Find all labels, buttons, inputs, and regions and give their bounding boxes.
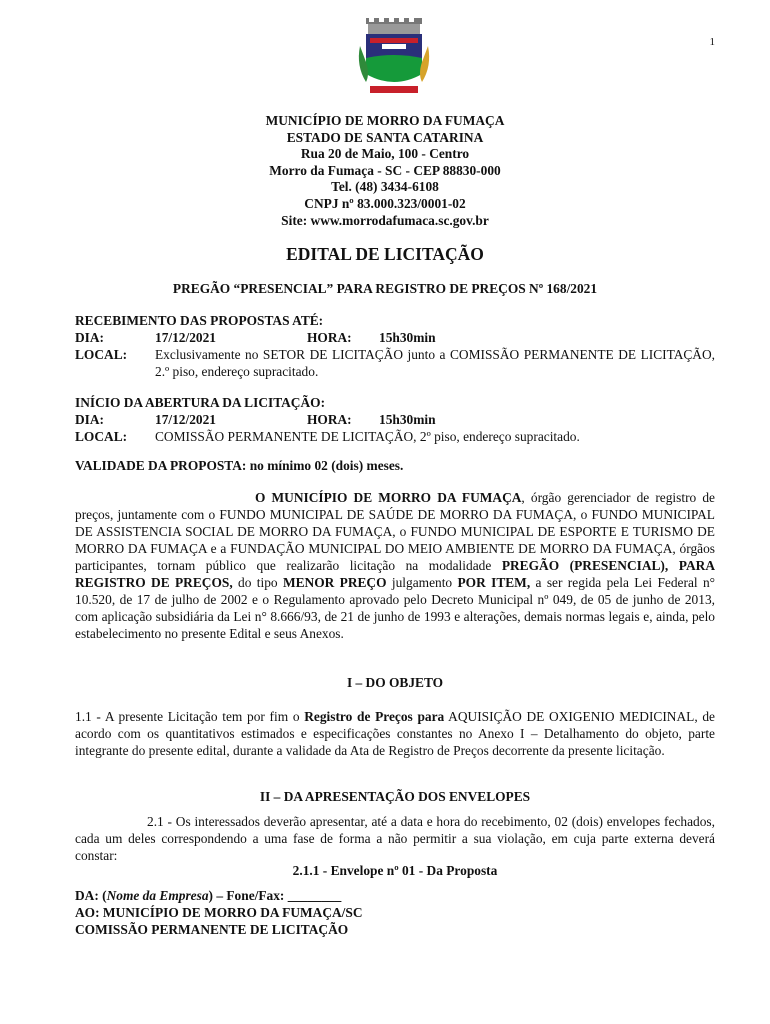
opening-local-label: LOCAL: <box>75 429 128 444</box>
receipt-day-value: 17/12/2021 <box>155 330 217 345</box>
opening-hour-value: 15h30min <box>379 412 436 427</box>
receipt-hour-label: HORA: <box>307 330 352 345</box>
section-1-bold: Registro de Preços para <box>304 709 445 724</box>
from-line <box>75 887 715 904</box>
validity-line <box>75 457 715 474</box>
header-line: Morro da Fumaça - SC - CEP 88830-000 <box>269 162 501 178</box>
envelope-heading: 2.1.1 - Envelope nº 01 - Da Proposta <box>292 863 498 878</box>
header-line: ESTADO DE SANTA CATARINA <box>286 129 484 145</box>
header-line: MUNICÍPIO DE MORRO DA FUMAÇA <box>265 113 505 128</box>
opening-section <box>75 394 715 445</box>
opening-day-label: DIA: <box>75 412 105 427</box>
receipt-section <box>75 312 715 380</box>
envelope-address <box>75 887 715 938</box>
section-2-paragraph <box>75 813 715 864</box>
document-subtitle: PREGÃO “PRESENCIAL” PARA REGISTRO DE PREÇOS Nº 168/2021 <box>172 281 598 296</box>
receipt-heading: RECEBIMENTO DAS PROPOSTAS ATÉ: <box>75 313 324 328</box>
opening-day-value: 17/12/2021 <box>155 412 217 427</box>
to-line: AO: MUNICÍPIO DE MORRO DA FUMAÇA/SC <box>75 905 363 920</box>
intro-judgment: POR ITEM, <box>457 575 531 590</box>
section-1-heading: I – DO OBJETO <box>346 675 444 690</box>
intro-text: a ser regida pela Lei Federal n° 10.520, de 17 de julho de 2002 e o Regulamento aprovado pelo Decreto Municipal nº 049, de 05 de junho de 2013, com aplicação subsidiária da Lei n° 8.666/93, de 21 de junho de 1993 e alterações, demais normas legais e, ainda, pelo estabelecimento no presente Edital e seus Anexos. <box>75 575 716 641</box>
header-line: Tel. (48) 3434-6108 <box>331 179 439 195</box>
company-name-placeholder: Nome da Empresa <box>106 888 209 903</box>
validity-label: VALIDADE DA PROPOSTA <box>75 458 242 473</box>
receipt-hour-value: 15h30min <box>379 330 436 345</box>
from-suffix: ) – Fone/Fax: ________ <box>208 888 342 903</box>
intro-type: MENOR PREÇO <box>282 575 387 590</box>
opening-hour-label: HORA: <box>307 412 352 427</box>
section-1-text: AQUISIÇÃO DE OXIGENIO MEDICINAL, de acordo com os quantitativos estimados e especificações constantes no Anexo I – Detalhamento do objeto, parte integrante do presente edital, durante a validade da Ata de Registro de Preços decorrente da presente licitação. <box>75 709 715 758</box>
section-2-heading: II – DA APRESENTAÇÃO DOS ENVELOPES <box>259 789 531 804</box>
intro-text: julgamento <box>386 575 458 590</box>
intro-text: , órgão gerenciador de registro de preços, juntamente com o FUNDO MUNICIPAL DE SAÚDE DE MORRO DA FUMAÇA, o FUNDO MUNICIPAL DE ASSISTENCIA SOCIAL DE MORRO DA FUMAÇA, o FUNDO MUNICIPAL DE ESPORTE E TURISMO DE MORRO DA FUMAÇA e a FUNDAÇÃO MUNICIPAL DO MEIO AMBIENTE DE MORRO DA FUMAÇA, órgãos participantes, tornam público que realizarão licitação na modalidade <box>75 490 715 573</box>
municipality-header <box>0 113 770 229</box>
header-line: Rua 20 de Maio, 100 - Centro <box>300 146 470 162</box>
header-line: CNPJ nº 83.000.323/0001-02 <box>304 195 466 211</box>
intro-text: do tipo <box>232 575 283 590</box>
intro-municipality: O MUNICÍPIO DE MORRO DA FUMAÇA <box>255 490 522 505</box>
section-2-text: 2.1 - Os interessados deverão apresentar, até a data e hora do recebimento, 02 (dois) envelopes fechados, cada um deles correspondendo a uma fase de forma a não permitir a sua violação, em cuja parte externa deverá constar: <box>75 814 715 863</box>
header-line: Site: www.morrodafumaca.sc.gov.br <box>281 212 489 228</box>
intro-modality: PREGÃO (PRESENCIAL), PARA REGISTRO DE PREÇOS, <box>75 558 715 590</box>
receipt-local-value: Exclusivamente no SETOR DE LICITAÇÃO junto a COMISSÃO PERMANENTE DE LICITAÇÃO, 2.º piso, endereço supracitado. <box>155 347 715 379</box>
commission-line: COMISSÃO PERMANENTE DE LICITAÇÃO <box>75 922 349 937</box>
section-1-text: 1.1 - A presente Licitação tem por fim o <box>75 709 305 724</box>
municipal-coat-of-arms <box>352 16 436 100</box>
intro-paragraph <box>75 489 715 642</box>
opening-local-value: COMISSÃO PERMANENTE DE LICITAÇÃO, 2º piso, endereço supracitado. <box>155 429 580 444</box>
document-title: EDITAL DE LICITAÇÃO <box>286 244 484 264</box>
validity-value: : no mínimo 02 (dois) meses. <box>241 458 404 473</box>
from-prefix: DA: ( <box>75 888 107 903</box>
opening-heading: INÍCIO DA ABERTURA DA LICITAÇÃO: <box>75 395 326 410</box>
section-1-paragraph <box>75 708 715 759</box>
receipt-local-label: LOCAL: <box>75 347 128 362</box>
receipt-day-label: DIA: <box>75 330 105 345</box>
page-number: 1 <box>709 36 715 48</box>
